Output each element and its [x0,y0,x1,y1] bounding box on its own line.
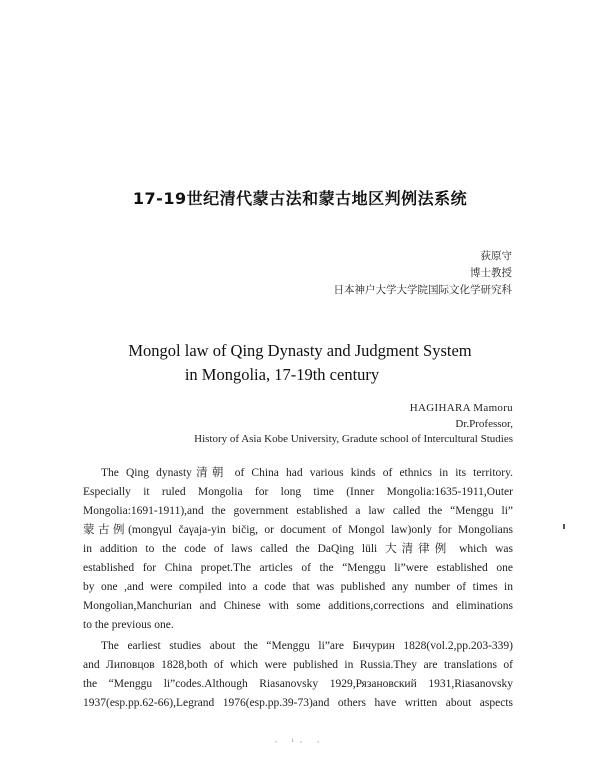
english-title [0,340,600,385]
paragraph-1-line: in addition to the code of laws called the DaQing lüli 大清律例 which was [83,543,513,555]
english-author-block [194,401,513,448]
english-affiliation: History of Asia Kobe University, Gradute school of Intercultural Studies [194,433,513,445]
body-text [83,464,513,713]
chinese-author-name: 荻原守 [480,250,512,262]
paragraph-1-line: Especially it ruled Mongolia for long time (Inner Mongolia:1635-1911,Outer [83,486,513,498]
chinese-affiliation: 日本神户大学大学院国际文化学研究科 [333,284,512,296]
english-title-line-2: in Mongolia, 17-19th century [184,365,380,384]
paragraph-2-line: the “Menggu li”codes.Although Riasanovsky 1929,Рязановский 1931,Riasanovsky [83,678,513,690]
paragraph-1-line: Mongolia:1691-1911),and the government established a law called the “Menggu li” [83,505,513,517]
paragraph-2-line: The earliest studies about the “Menggu li”are Бичурин 1828(vol.2,pp.203-339) [101,640,513,652]
paragraph-2-line: 1937(esp.pp.62-66),Legrand 1976(esp.pp.39-73)and others have written about aspects [83,697,513,709]
paragraph-1-line: Mongolian,Manchurian and Chinese with some additions,corrections and eliminations [83,600,513,612]
chinese-title: 17-19世纪清代蒙古法和蒙古地区判例法系统 [132,189,468,208]
margin-mark [563,524,565,529]
page-footer-mark: · ⁱ· · [274,737,326,747]
paragraph-1-line: by one ,and were compiled into a code that was published any number of times in [83,581,513,593]
paragraph-1-line: to the previous one. [83,619,174,631]
paragraph-1-line: The Qing dynasty清朝 of China had various kinds of ethnics in its territory. [101,467,513,479]
paragraph-2 [83,637,513,713]
english-author-name: HAGIHARA Mamoru [409,402,513,414]
english-author-title: Dr.Professor, [455,417,513,430]
paragraph-1-line: established for China propet.The articles of the “Menggu li”were established one [83,562,513,574]
chinese-author-block [334,248,513,299]
chinese-author-title: 博士教授 [470,267,512,279]
paragraph-1-line: 蒙古例(mongγul čaγaja-yin bičig, or document of Mongol law)only for Mongolians [83,524,513,536]
english-title-line-1: Mongol law of Qing Dynasty and Judgment System [128,341,472,360]
paragraph-1 [83,464,513,635]
paragraph-2-line: and Липовцов 1828,both of which were published in Russia.They are translations of [83,659,513,671]
